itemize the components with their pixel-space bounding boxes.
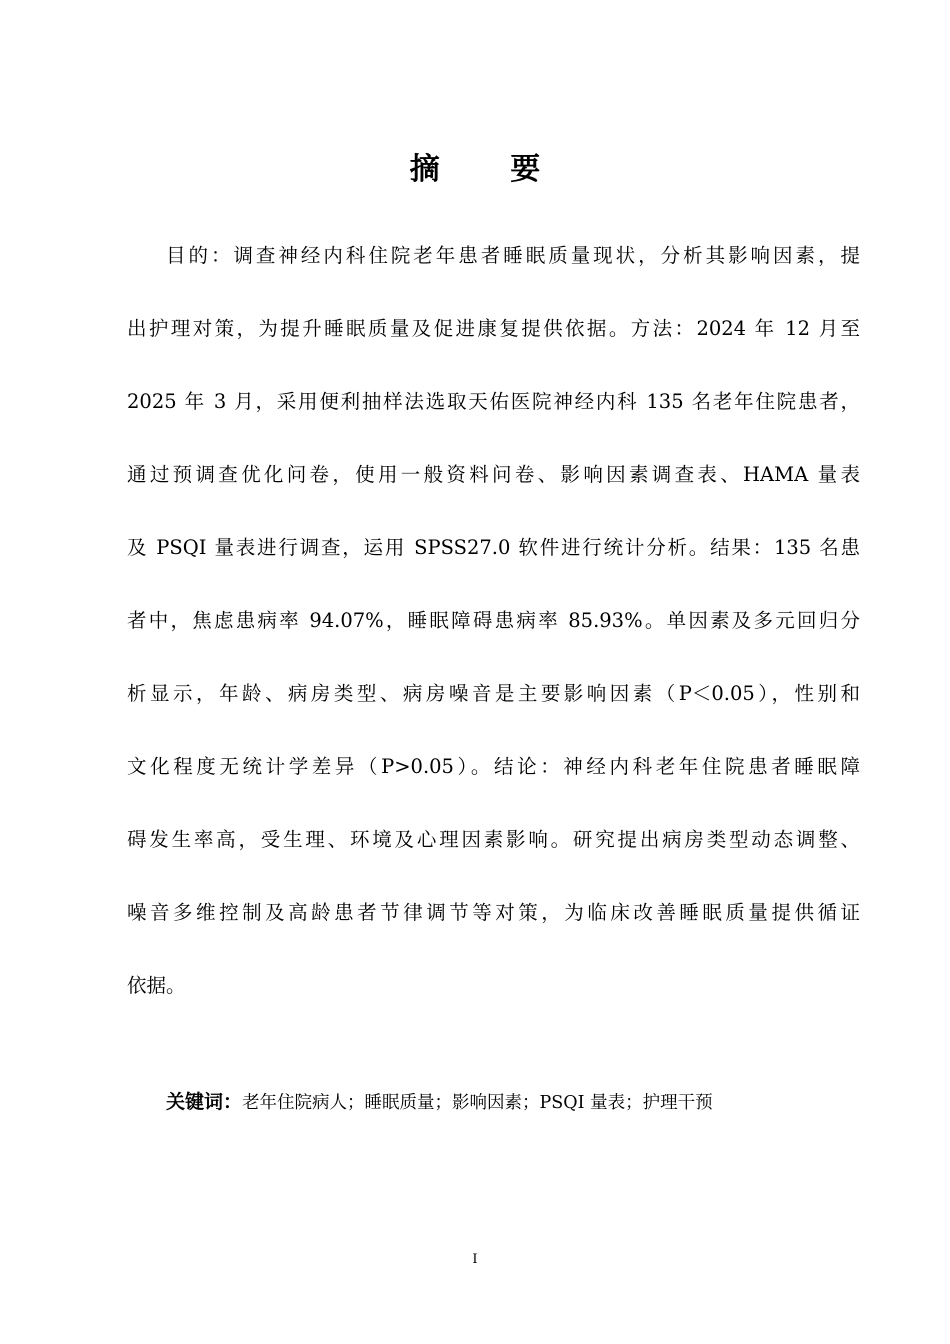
keywords	[166, 1082, 866, 1123]
abstract-line: 出护理对策，为提升睡眠质量及促进康复提供依据。方法：2024 年 12 月至	[127, 317, 860, 340]
abstract-line: 依据。	[127, 974, 186, 997]
abstract-line: 者中，焦虑患病率 94.07%，睡眠障碍患病率 85.93%。单因素及多元回归分	[127, 609, 860, 632]
abstract-line: 文化程度无统计学差异（P>0.05）。结论：神经内科老年住院患者睡眠障	[127, 755, 860, 778]
keywords-label: 关键词：	[166, 1091, 243, 1113]
abstract-line: 噪音多维控制及高龄患者节律调节等对策，为临床改善睡眠质量提供循证	[127, 901, 860, 924]
abstract-body	[127, 235, 860, 1007]
abstract-line: 及 PSQI 量表进行调查，运用 SPSS27.0 软件进行统计分析。结果：135 名患	[127, 536, 860, 559]
abstract-line: 目的：调查神经内科住院老年患者睡眠质量现状，分析其影响因素，提	[166, 244, 860, 267]
page-title: 摘 要	[409, 152, 571, 187]
abstract-line: 通过预调查优化问卷，使用一般资料问卷、影响因素调查表、HAMA 量表	[127, 463, 860, 486]
page-number: I	[472, 1252, 478, 1267]
abstract-line: 碍发生率高，受生理、环境及心理因素影响。研究提出病房类型动态调整、	[127, 828, 860, 851]
abstract-line: 2025 年 3 月，采用便利抽样法选取天佑医院神经内科 135 名老年住院患者，	[127, 390, 860, 413]
abstract-line: 析显示，年龄、病房类型、病房噪音是主要影响因素（P＜0.05），性别和	[127, 682, 860, 705]
keywords-text: 老年住院病人；睡眠质量；影响因素；PSQI 量表；护理干预	[242, 1093, 713, 1113]
